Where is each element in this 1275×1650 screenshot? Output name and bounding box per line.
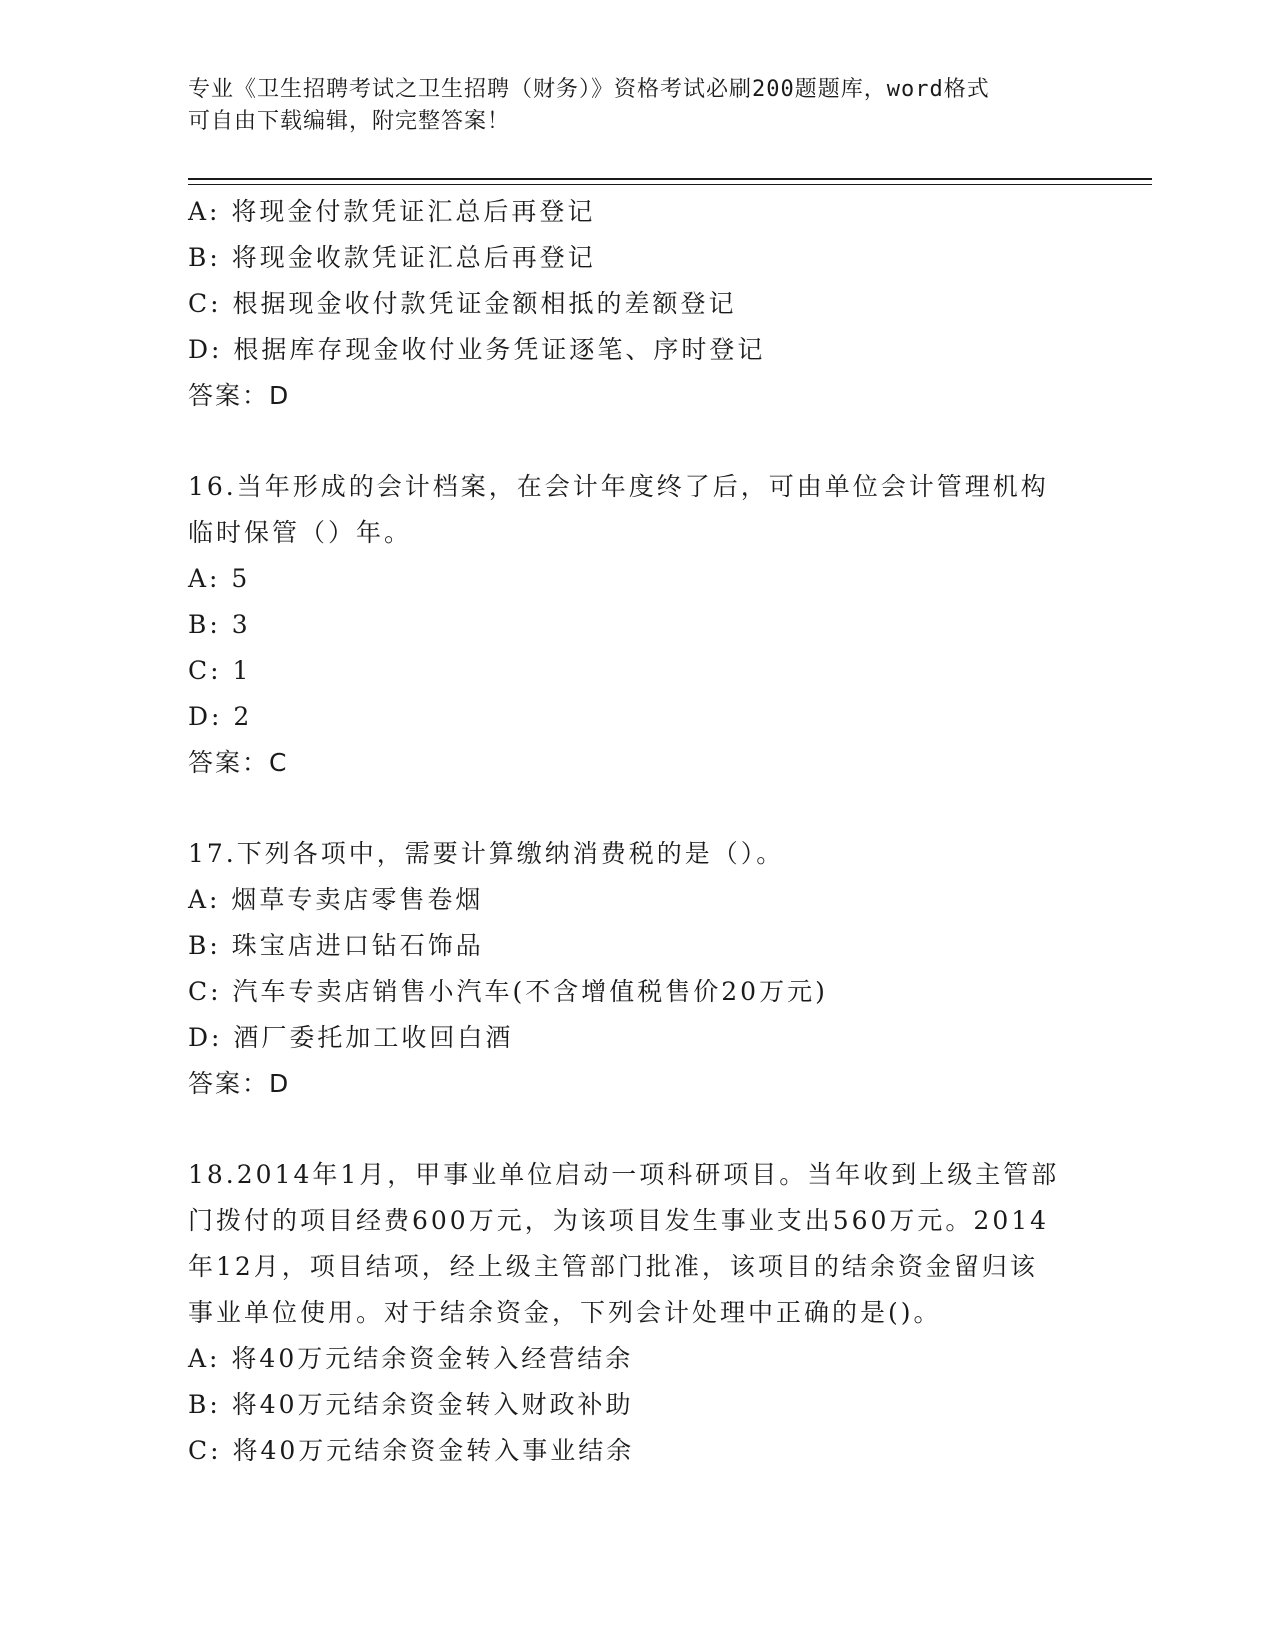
- option-b: B: 将现金收款凭证汇总后再登记: [188, 243, 596, 272]
- question-block: [188, 831, 1088, 1107]
- question-spacer: [188, 419, 1088, 464]
- question-stem-line: 年12月，项目结项，经上级主管部门批准，该项目的结余资金留归该: [188, 1252, 1038, 1281]
- option-c: C: 将40万元结余资金转入事业结余: [188, 1436, 635, 1465]
- option-c: C: 根据现金收付款凭证金额相抵的差额登记: [188, 289, 737, 318]
- answer-line: 答案：C: [188, 748, 289, 777]
- option-c: C: 1: [188, 656, 252, 685]
- header-title-line-2: 可自由下载编辑，附完整答案！: [188, 109, 511, 134]
- question-spacer: [188, 786, 1088, 831]
- option-b: B: 3: [188, 610, 251, 639]
- question-stem-line: 17.下列各项中，需要计算缴纳消费税的是（）。: [188, 839, 785, 868]
- header-divider-thick: [188, 178, 1152, 180]
- document-header: [188, 74, 1068, 138]
- question-stem-line: 18.2014年1月，甲事业单位启动一项科研项目。当年收到上级主管部: [188, 1160, 1060, 1189]
- question-spacer: [188, 1107, 1088, 1152]
- option-c: C: 汽车专卖店销售小汽车(不含增值税售价20万元): [188, 977, 828, 1006]
- option-d: D: 2: [188, 702, 253, 731]
- header-title-line-1: 专业《卫生招聘考试之卫生招聘（财务）》资格考试必刷200题题库，word格式: [188, 77, 990, 102]
- question-block: [188, 464, 1088, 786]
- option-a: A: 将现金付款凭证汇总后再登记: [188, 197, 596, 226]
- option-b: B: 将40万元结余资金转入财政补助: [188, 1390, 634, 1419]
- answer-line: 答案：D: [188, 381, 291, 410]
- option-d: D: 酒厂委托加工收回白酒: [188, 1023, 514, 1052]
- answer-line: 答案：D: [188, 1069, 291, 1098]
- question-stem-line: 门拨付的项目经费600万元，为该项目发生事业支出560万元。2014: [188, 1206, 1050, 1235]
- question-stem-line: 16.当年形成的会计档案，在会计年度终了后，可由单位会计管理机构: [188, 472, 1049, 501]
- option-d: D: 根据库存现金收付业务凭证逐笔、序时登记: [188, 335, 766, 364]
- option-a: A: 5: [188, 564, 251, 593]
- header-divider-thin: [188, 184, 1152, 185]
- question-block: [188, 1152, 1088, 1474]
- question-list: [188, 189, 1088, 1474]
- option-a: A: 烟草专卖店零售卷烟: [188, 885, 484, 914]
- question-stem-line: 事业单位使用。对于结余资金，下列会计处理中正确的是()。: [188, 1298, 942, 1327]
- option-b: B: 珠宝店进口钻石饰品: [188, 931, 484, 960]
- option-a: A: 将40万元结余资金转入经营结余: [188, 1344, 634, 1373]
- question-block: [188, 189, 1088, 419]
- question-stem-line: 临时保管（）年。: [188, 518, 413, 547]
